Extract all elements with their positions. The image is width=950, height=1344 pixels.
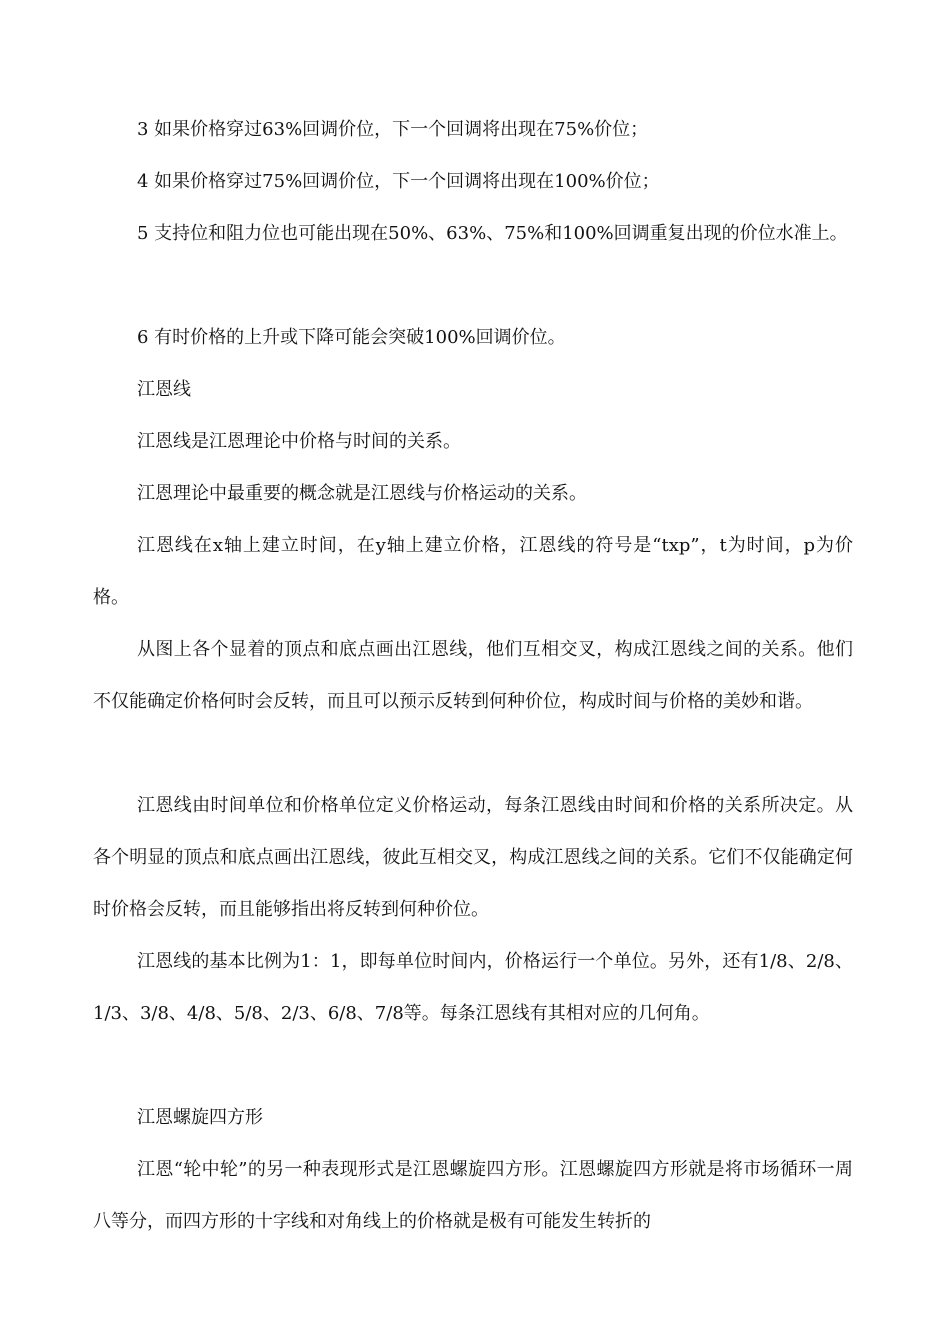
section-heading-gann-line: 江恩线 <box>137 379 191 400</box>
paragraph-gann-ratios: 江恩线的基本比例为1：1，即每单位时间内，价格运行一个单位。另外，还有1/8、2/8、1/3、3/8、4/8、5/8、2/3、6/8、7/8等。每条江恩线有其相对应的几何角。 <box>93 951 853 1024</box>
paragraph-gann-line-definition: 江恩线是江恩理论中价格与时间的关系。 <box>137 431 461 452</box>
section-heading-gann-square: 江恩螺旋四方形 <box>137 1107 263 1128</box>
paragraph-gann-drawing: 从图上各个显着的顶点和底点画出江恩线，他们互相交叉，构成江恩线之间的关系。他们不仅能确定价格何时会反转，而且可以预示反转到何种价位，构成时间与价格的美妙和谐。 <box>93 639 853 712</box>
paragraph-rule-5: 5 支持位和阻力位也可能出现在50%、63%、75%和100%回调重复出现的价位水准上。 <box>137 223 848 244</box>
paragraph-gann-square: 江恩“轮中轮”的另一种表现形式是江恩螺旋四方形。江恩螺旋四方形就是将市场循环一周八等分，而四方形的十字线和对角线上的价格就是极有可能发生转折的 <box>93 1159 853 1232</box>
paragraph-rule-3: 3 如果价格穿过63%回调价位，下一个回调将出现在75%价位； <box>137 119 649 140</box>
paragraph-gann-units: 江恩线由时间单位和价格单位定义价格运动，每条江恩线由时间和价格的关系所决定。从各个明显的顶点和底点画出江恩线，彼此互相交叉，构成江恩线之间的关系。它们不仅能确定何时价格会反转，而且能够指出将反转到何种价位。 <box>93 795 853 920</box>
paragraph-rule-6: 6 有时价格的上升或下降可能会突破100%回调价位。 <box>137 327 566 348</box>
paragraph-rule-4: 4 如果价格穿过75%回调价位，下一个回调将出现在100%价位； <box>137 171 660 192</box>
paragraph-gann-axes: 江恩线在x轴上建立时间，在y轴上建立价格，江恩线的符号是“txp”，t为时间，p为价格。 <box>93 535 853 608</box>
paragraph-gann-core-concept: 江恩理论中最重要的概念就是江恩线与价格运动的关系。 <box>137 483 587 504</box>
